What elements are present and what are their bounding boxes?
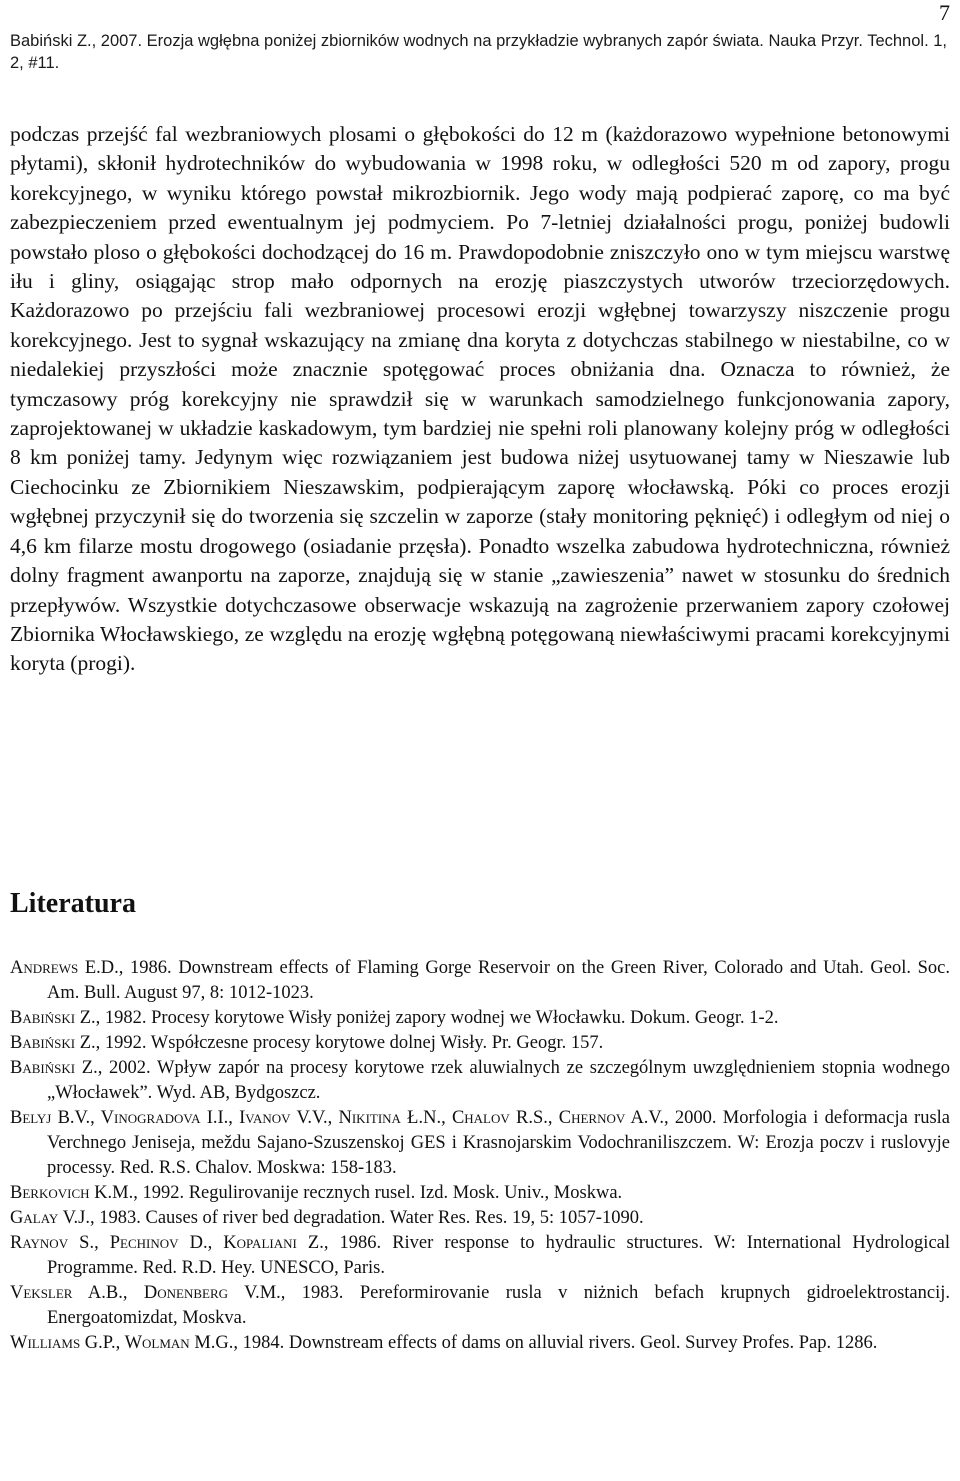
reference-item (10, 1206, 950, 1231)
reference-details: , 1983. Pereformirovanie rusla v niżnich befach krupnych gidroelektrostancij. Energoatomizdat, Moskva. (47, 1283, 950, 1328)
reference-authors: Babiński Z. (10, 1008, 96, 1028)
reference-authors: Williams G.P., Wolman M.G. (10, 1333, 234, 1353)
reference-authors: Belyj B.V., Vinogradova I.I., Ivanov V.V., Nikitina Ł.N., Chalov R.S., Chernov A.V. (10, 1108, 665, 1128)
reference-item (10, 1181, 950, 1206)
reference-details: , 2000. Morfologia i deformacja rusla Verchnego Jeniseja, meždu Sajano-Szuszenskoj GES i Krasnojarskim Vodochraniliszczem. W: Erozja poczv i ruslovyje processy. Red. R.S. Chalov. Moskwa: 158-183. (47, 1108, 950, 1178)
reference-authors: Babiński Z. (10, 1033, 96, 1053)
section-heading-literatura: Literatura (10, 888, 136, 919)
reference-item (10, 1006, 950, 1031)
reference-list (10, 956, 950, 1356)
reference-authors: Veksler A.B., Donenberg V.M. (10, 1283, 281, 1303)
reference-authors: Babiński Z. (10, 1058, 98, 1078)
reference-item (10, 1031, 950, 1056)
reference-item (10, 1281, 950, 1331)
reference-authors: Galay V.J. (10, 1208, 90, 1228)
reference-authors: Andrews E.D. (10, 958, 119, 978)
running-header-citation: Babiński Z., 2007. Erozja wgłębna poniżej zbiorników wodnych na przykładzie wybranych zapór świata. Nauka Przyr. Technol. 1, 2, #11. (10, 32, 948, 72)
reference-details: , 1984. Downstream effects of dams on alluvial rivers. Geol. Survey Profes. Pap. 1286. (233, 1333, 878, 1353)
reference-item (10, 1231, 950, 1281)
reference-item (10, 1056, 950, 1106)
reference-details: , 1986. River response to hydraulic structures. W: International Hydrological Programme. Red. R.D. Hey. UNESCO, Paris. (47, 1233, 951, 1278)
reference-item (10, 956, 950, 1006)
reference-item (10, 1106, 950, 1181)
reference-authors: Berkovich K.M. (10, 1183, 134, 1203)
body-paragraph: podczas przejść fal wezbraniowych plosami o głębokości do 12 m (każdorazowo wypełnione betonowymi płytami), skłonił hydrotechników do wybudowania w 1998 roku, w odległości 520 m od zapory, progu korekcyjnego, w wyniku którego powstał mikrozbiornik. Jego wody mają podpierać zaporę, co ma być zabezpieczeniem przed ewentualnym jej podmyciem. Po 7-letniej działalności progu, poniżej budowli powstało ploso o głębokości dochodzącej do 16 m. Prawdopodobnie zniszczyło ono w tym miejscu warstwę iłu i gliny, osiągając strop mało odpornych na erozję piaszczystych utworów trzeciorzędowych. Każdorazowo po przejściu fali wezbraniowej procesowi erozji wgłębnej towarzyszy niszczenie progu korekcyjnego. Jest to sygnał wskazujący na zmianę dna koryta z dotychczas stabilnego w niestabilne, co w niedalekiej przyszłości może znacznie spotęgować proces obniżania dna. Oznacza to również, że tymczasowy próg korekcyjny nie sprawdził się w warunkach samodzielnego funkcjonowania zapory, zaprojektowanej w układzie kaskadowym, tym bardziej nie spełni roli planowany kolejny próg w odległości 8 km poniżej tamy. Jedynym więc rozwiązaniem jest budowa niżej usytuowanej tamy w Nieszawie lub Ciechocinku ze Zbiornikiem Nieszawskim, podpierającym zaporę włocławską. Póki co proces erozji wgłębnej przyczynił się do tworzenia się szczelin w zaporze (stały monitoring pęknięć) i odległym od niej o 4,6 km filarze mostu drogowego (osiadanie przęsła). Ponadto wszelka zabudowa hydrotechniczna, również dolny fragment awanportu na zaporze, znajdują się w stanie „zawieszenia” nawet w stosunku do średnich przepływów. Wszystkie dotychczasowe obserwacje wskazują na zagrożenie przerwaniem zapory czołowej Zbiornika Włocławskiego, ze względu na erozję wgłębną potęgowaną niewłaściwymi pracami korekcyjnymi koryta (progi). (10, 122, 950, 676)
reference-item (10, 1331, 950, 1356)
reference-details: , 1992. Regulirovanije recznych rusel. Izd. Mosk. Univ., Moskwa. (133, 1183, 623, 1203)
page-number: 7 (939, 0, 950, 25)
reference-authors: Raynov S., Pechinov D., Kopaliani Z. (10, 1233, 324, 1253)
reference-details: , 1982. Procesy korytowe Wisły poniżej zapory wodnej we Włocławku. Dokum. Geogr. 1-2. (95, 1008, 779, 1028)
reference-details: , 2002. Wpływ zapór na procesy korytowe rzek aluwialnych ze szczególnym uwzględnieniem stopnia wodnego „Włocławek”. Wyd. AB, Bydgoszcz. (47, 1058, 950, 1103)
reference-details: , 1992. Współczesne procesy korytowe dolnej Wisły. Pr. Geogr. 157. (95, 1033, 604, 1053)
reference-details: , 1983. Causes of river bed degradation. Water Res. Res. 19, 5: 1057-1090. (90, 1208, 644, 1228)
reference-details: , 1986. Downstream effects of Flaming Gorge Reservoir on the Green River, Colorado and Utah. Geol. Soc. Am. Bull. August 97, 8: 1012-1023. (47, 958, 950, 1003)
